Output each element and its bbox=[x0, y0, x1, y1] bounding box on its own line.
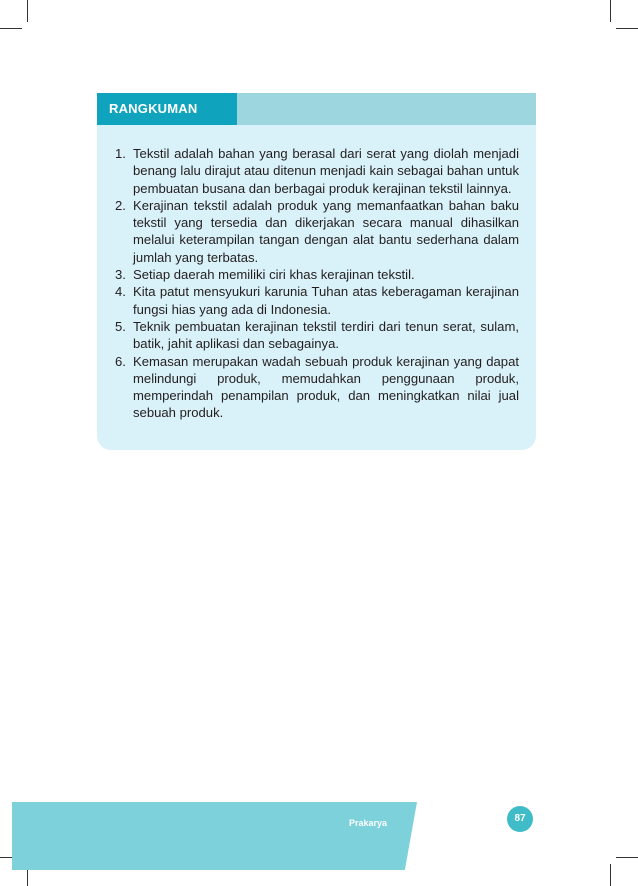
list-item bbox=[115, 353, 519, 422]
crop-mark bbox=[0, 28, 22, 29]
footer-band bbox=[12, 802, 417, 870]
crop-mark bbox=[610, 0, 611, 22]
crop-mark bbox=[27, 0, 28, 22]
list-item-number: 1. bbox=[115, 146, 126, 161]
list-item-text: Tekstil adalah bahan yang berasal dari serat yang diolah menjadi benang lalu dirajut atau ditenun menjadi kain sebagai bahan untuk pembuatan busana dan berbagai produk kerajinan tekstil lainnya. bbox=[133, 146, 519, 196]
list-item-number: 6. bbox=[115, 353, 126, 369]
list-item-number: 2. bbox=[115, 197, 126, 213]
crop-mark bbox=[616, 28, 638, 29]
list-item bbox=[115, 318, 519, 353]
list-item bbox=[115, 145, 519, 197]
crop-mark bbox=[616, 857, 638, 858]
list-item bbox=[115, 197, 519, 266]
list-item-text: Teknik pembuatan kerajinan tekstil terdiri dari tenun serat, sulam, batik, jahit aplikasi dan sebagainya. bbox=[133, 318, 519, 352]
summary-heading: RANGKUMAN bbox=[97, 93, 237, 125]
crop-mark bbox=[610, 864, 611, 886]
list-item-text: Kita patut mensyukuri karunia Tuhan atas keberagaman kerajinan fungsi hias yang ada di Indonesia. bbox=[133, 284, 519, 317]
footer-book-title: Prakarya bbox=[349, 818, 388, 828]
list-item-text: Setiap daerah memiliki ciri khas kerajinan tekstil. bbox=[133, 267, 415, 283]
list-item-number: 3. bbox=[115, 267, 126, 283]
page-number: 87 bbox=[507, 806, 533, 832]
list-item-text: Kemasan merupakan wadah sebuah produk kerajinan yang dapat melindungi produk, memudahkan penggunaan produk, memperindah penampilan produk, dan meningkatkan nilai jual sebuah produk. bbox=[133, 353, 519, 421]
summary-box bbox=[97, 93, 536, 450]
summary-list bbox=[115, 145, 519, 422]
list-item-number: 4. bbox=[115, 284, 126, 300]
list-item-text: Kerajinan tekstil adalah produk yang memanfaatkan bahan baku tekstil yang tersedia dan dikerjakan secara manual dihasilkan melalui keterampilan tangan dengan alat bantu sederhana dalam jumlah yang terbatas. bbox=[133, 197, 519, 265]
list-item bbox=[115, 283, 519, 318]
list-item bbox=[115, 266, 519, 283]
list-item-number: 5. bbox=[115, 318, 126, 334]
